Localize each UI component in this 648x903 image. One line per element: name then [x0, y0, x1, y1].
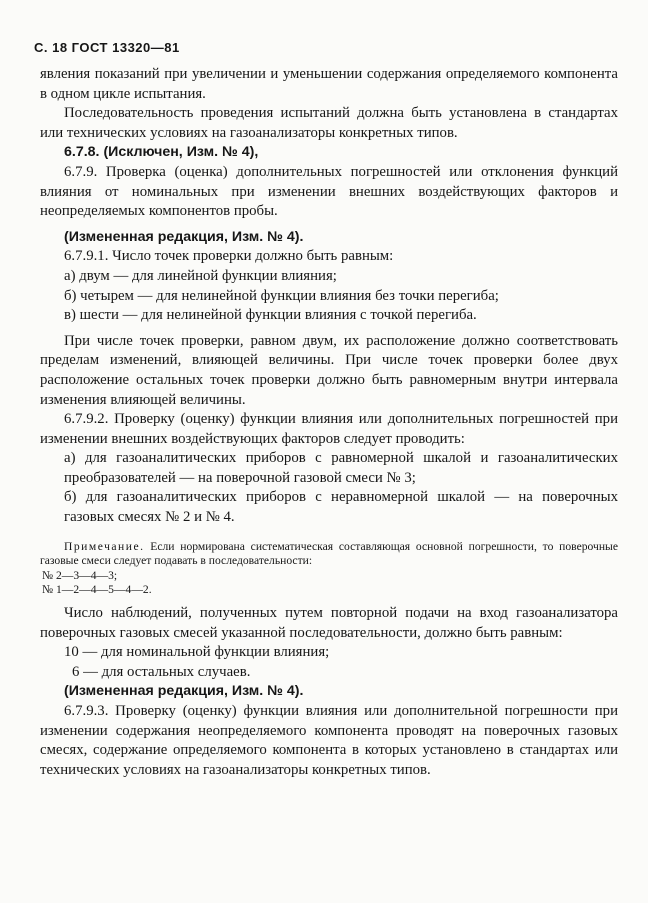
- note: [40, 540, 618, 569]
- paragraph: 6.7.9.1. Число точек проверки должно быть равным:: [64, 248, 394, 265]
- clause-heading: 6.7.8. (Исключен, Изм. № 4),: [64, 144, 259, 161]
- paragraph: Число наблюдений, полученных путем повторной подачи на вход газоанализатора поверочных газовых смесей указанной последовательности, должно быть равным:: [40, 605, 618, 641]
- amendment-note: (Измененная редакция, Изм. № 4).: [64, 683, 304, 700]
- list-item: а) двум — для линейной функции влияния;: [64, 267, 337, 284]
- note-label: Примечание.: [64, 539, 145, 553]
- list-item: 6 — для остальных случаев.: [72, 663, 251, 680]
- paragraph: Последовательность проведения испытаний должна быть установлена в стандартах или технических условиях на газоанализаторы конкретных типов.: [40, 105, 618, 141]
- note-sequence: № 2—3—4—3;: [42, 568, 118, 582]
- list-item: в) шести — для нелинейной функции влияния с точкой перегиба.: [64, 307, 477, 324]
- paragraph: 6.7.9.2. Проверку (оценку) функции влияния или дополнительных погрешностей при изменении внешних воздействующих факторов следует проводить:: [40, 411, 618, 447]
- document-page: [34, 40, 618, 780]
- paragraph: 6.7.9.3. Проверку (оценку) функции влияния или дополнительной погрешности при изменении содержания неопределяемого компонента проводят на поверочных газовых смесях, содержание определяемого компонента в которых установлено в стандартах или технических условиях на газоанализаторы конкретных типов.: [40, 703, 618, 778]
- paragraph: При числе точек проверки, равном двум, их расположение должно соответствовать пределам изменений, влияющей величины. При числе точек проверки более двух расположение остальных точек проверки должно быть равномерным внутри интервала изменения влияющей величины.: [40, 332, 618, 408]
- paragraph: явления показаний при увеличении и уменьшении содержания определяемого компонента в одном цикле испытания.: [40, 66, 618, 102]
- list-item: б) четырем — для нелинейной функции влияния без точки перегиба;: [64, 287, 499, 304]
- amendment-note: (Измененная редакция, Изм. № 4).: [64, 228, 304, 245]
- note-text: Если нормирована систематическая составляющая основной погрешности, то поверочные газовые смеси следует подавать в последовательности:: [40, 539, 618, 568]
- list-item: а) для газоаналитических приборов с равномерной шкалой и газоаналитических преобразователей — на поверочной газовой смеси № 3;: [64, 450, 618, 486]
- list-item: 10 — для номинальной функции влияния;: [64, 644, 330, 661]
- paragraph: 6.7.9. Проверка (оценка) дополнительных погрешностей или отклонения функций влияния от номинальных при изменении внешних воздействующих факторов и неопределяемых компонентов пробы.: [40, 163, 618, 220]
- list-item: б) для газоаналитических приборов с неравномерной шкалой — на поверочных газовых смесях № 2 и № 4.: [64, 489, 618, 526]
- page-header: С. 18 ГОСТ 13320—81: [34, 40, 180, 55]
- note-sequence: № 1—2—4—5—4—2.: [42, 583, 152, 597]
